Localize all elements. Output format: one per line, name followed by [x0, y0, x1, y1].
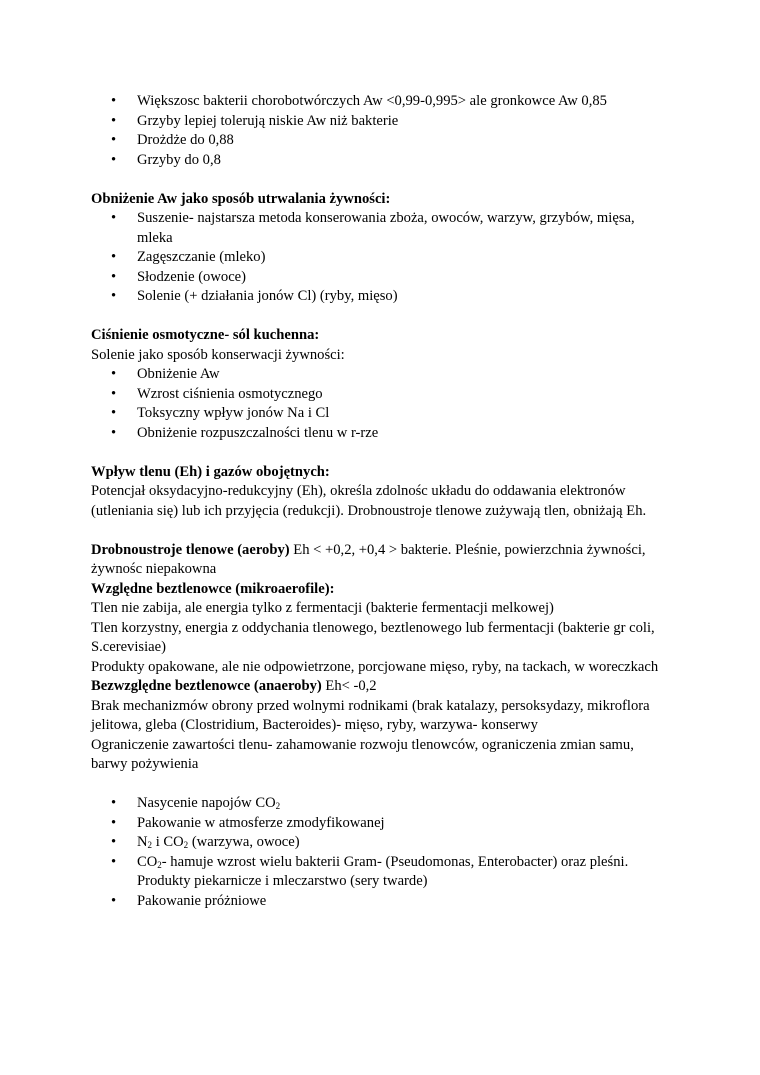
redox-paragraph: Potencjał oksydacyjno-redukcyjny (Eh), określa zdolnośc układu do oddawania elektronów (utleniania się) lub ich przyjęcia (redukcji). Drobnoustroje tlenowe zużywają tlen, obniżają Eh.	[91, 483, 647, 519]
bullet-icon: •	[111, 249, 117, 265]
bullet-icon: •	[111, 112, 117, 129]
list-item: • Większosc bakterii chorobotwórczych Aw <0,99-0,995> ale gronkowce Aw 0,85	[91, 92, 671, 112]
list-item: • Suszenie- najstarsza metoda konserowania zboża, owoców, warzyw, grzybów, mięsa, mleka	[111, 210, 635, 246]
list-item: • Toksyczny wpływ jonów Na i Cl	[91, 404, 671, 424]
salting-effects-list	[91, 365, 671, 443]
anaerobes-text: Eh< -0,2	[321, 678, 377, 694]
bullet-icon: •	[111, 795, 117, 811]
document-content	[91, 92, 671, 911]
bullet-icon: •	[111, 366, 117, 382]
bullet-icon: •	[111, 834, 117, 850]
water-activity-list	[91, 92, 671, 170]
bullet-icon: •	[111, 892, 117, 909]
list-item: • Obniżenie rozpuszczalności tlenu w r-rze	[91, 424, 671, 444]
aerobes-paragraph	[91, 541, 671, 580]
bullet-icon: •	[111, 132, 117, 148]
list-item: • Wzrost ciśnienia osmotycznego	[91, 385, 671, 405]
anaerobes-line: Ograniczenie zawartości tlenu- zahamowanie rozwoju tlenowców, ograniczenia zmian samu, barwy pożywienia	[91, 736, 634, 772]
microaerophiles-line: Tlen korzystny, energia z oddychania tlenowego, beztlenowego lub fermentacji (bakterie gr coli, S.cerevisiae)	[91, 619, 655, 655]
section-heading-oxygen: Wpływ tlenu (Eh) i gazów obojętnych:	[91, 463, 330, 480]
aerobes-text: Eh < +0,2, +0,4 > bakterie. Pleśnie, powierzchnia żywności, żywnośc niepakowna	[91, 541, 646, 577]
bullet-icon: •	[111, 405, 117, 421]
list-item: • Grzyby do 0,8	[91, 151, 671, 171]
list-item: • Solenie (+ działania jonów Cl) (ryby, mięso)	[91, 287, 671, 307]
list-item: • Obniżenie Aw	[91, 365, 671, 385]
bullet-icon: •	[111, 424, 117, 441]
list-item: • Grzyby lepiej tolerują niskie Aw niż bakterie	[91, 112, 671, 132]
microaerophiles-line: Produkty opakowane, ale nie odpowietrzone, porcjowane mięso, ryby, na tackach, w woreczkach	[91, 658, 659, 675]
list-item: • Słodzenie (owoce)	[91, 268, 671, 288]
anaerobes-line: Brak mechanizmów obrony przed wolnymi rodnikami (brak katalazy, persoksydazy, mikroflora jelitowa, gleba (Clostridium, Bacteroides)- mięso, ryby, warzywa- konserwy	[91, 697, 650, 733]
gas-packaging-list	[91, 794, 671, 911]
list-item: • Pakowanie próżniowe	[91, 892, 671, 912]
list-item: • Zagęszczanie (mleko)	[91, 248, 671, 268]
bullet-icon: •	[111, 288, 117, 304]
microaerophiles-heading: Względne beztlenowce (mikroaerofile):	[91, 580, 335, 597]
aw-methods-list	[91, 209, 671, 307]
section-heading-osmotic: Ciśnienie osmotyczne- sól kuchenna:	[91, 327, 320, 343]
bullet-icon: •	[111, 853, 117, 870]
list-item: • $N_2$ i $CO_2$ (warzywa, owoce)	[91, 833, 671, 853]
osmotic-intro: Solenie jako sposób konserwacji żywności:	[91, 346, 345, 363]
list-item: • $CO_2-$ hamuje wzrost wielu bakterii Gram- (Pseudomonas, Enterobacter) oraz pleśni. Produkty piekarnicze i mleczarstwo (sery twarde)	[111, 853, 629, 889]
bullet-icon: •	[111, 151, 117, 168]
aerobes-label: Drobnoustroje tlenowe (aeroby)	[91, 541, 290, 558]
bullet-icon: •	[111, 93, 117, 109]
bullet-icon: •	[111, 268, 117, 285]
anaerobes-paragraph	[91, 677, 671, 697]
section-heading-aw-reduction: Obniżenie Aw jako sposób utrwalania żywności:	[91, 190, 391, 207]
bullet-icon: •	[111, 385, 117, 402]
list-item: • Nasycenie napojów $CO_2$	[91, 794, 671, 814]
bullet-icon: •	[111, 814, 117, 831]
list-item: • Pakowanie w atmosferze zmodyfikowanej	[91, 814, 671, 834]
bullet-icon: •	[111, 210, 117, 226]
anaerobes-label: Bezwzględne beztlenowce (anaeroby)	[91, 678, 322, 694]
list-item: • Drożdże do 0,88	[91, 131, 671, 151]
microaerophiles-line: Tlen nie zabija, ale energia tylko z fermentacji (bakterie fermentacji melkowej)	[91, 600, 554, 616]
